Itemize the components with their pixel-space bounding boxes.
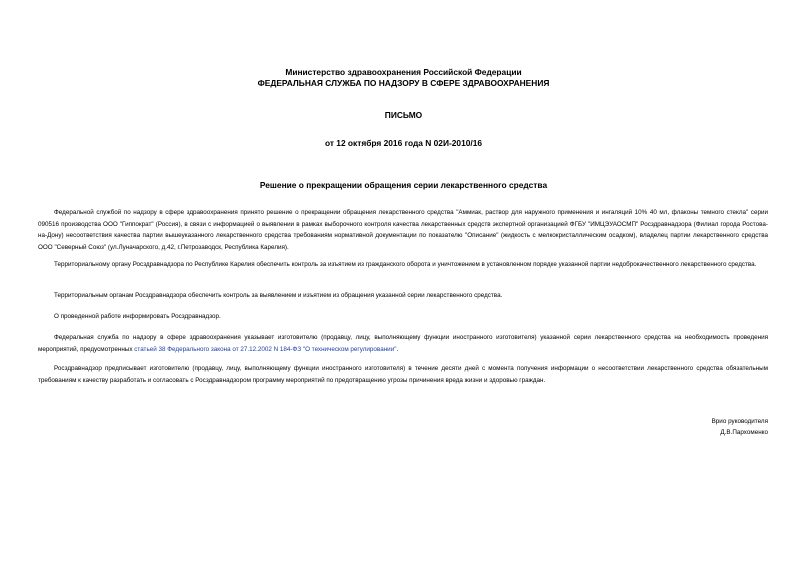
paragraph-text: Росздравнадзор предписывает изготовителю (продавцу, лицу, выполняющему функции иностранного изготовителя) в течение десяти дней с момента получения информации о несоответствии лекарственного средства обязательным требованиям к качеству разработать и согласовать с Росздравнадзором программу мероприятий по предотвращению угрозы причинения вреда жизни и здоровью граждан. — [38, 365, 768, 384]
paragraph — [38, 259, 768, 271]
paragraph-text-before-link: Федеральная служба по надзору в сфере здравоохранения указывает изготовителю (продавцу, лицу, выполняющему функции иностранного изготовителя) указанной серии лекарственного средства на необходимость проведения мероприятий, предусмотренных — [38, 334, 768, 353]
paragraph-text — [38, 332, 768, 355]
paragraph — [38, 290, 768, 302]
paragraph — [38, 311, 768, 323]
document-date: от 12 октября 2016 года N 02И-2010/16 — [324, 138, 483, 148]
paragraph — [38, 207, 768, 253]
signatory-position: Врио руководителя — [711, 418, 768, 425]
service-name: ФЕДЕРАЛЬНАЯ СЛУЖБА ПО НАДЗОРУ В СФЕРЕ ЗДРАВООХРАНЕНИЯ — [257, 78, 550, 88]
paragraph — [38, 332, 768, 355]
ministry-name: Министерство здравоохранения Российской Федерации — [285, 67, 522, 77]
signatory-name: Д.В.Пархоменко — [720, 429, 768, 436]
document-type: ПИСЬМО — [384, 110, 423, 120]
paragraph-text-after-link: . — [396, 345, 399, 353]
signature-block — [712, 416, 768, 438]
document-title: Решение о прекращении обращения серии лекарственного средства — [259, 180, 548, 190]
paragraph — [38, 363, 768, 386]
document-header — [0, 67, 807, 89]
paragraph-text: Территориальным органам Росздравнадзора обеспечить контроль за выявлением и изъятием из обращения указанной серии лекарственного средства. — [54, 292, 503, 299]
paragraph-text: Территориальному органу Росздравнадзора по Республике Карелия обеспечить контроль за изъятием из гражданского оборота и уничтожением в установленном порядке указанной партии недоброкачественного лекарственного средства. — [54, 261, 757, 268]
law-reference-link[interactable]: статьей 38 Федерального закона от 27.12.2002 N 184-ФЗ "О техническом регулировании" — [134, 345, 397, 353]
paragraph-text: О проведенной работе информировать Росздравнадзор. — [54, 313, 221, 320]
paragraph-text: Федеральной службой по надзору в сфере здравоохранения принято решение о прекращении обращения лекарственного средства "Аммиак, раствор для наружного применения и ингаляций 10% 40 мл, флаконы темного стекла" серии 090516 производства ООО "Гиппократ" (Россия), в связи с информацией о выявлении в рамках выборочного контроля качества лекарственных средств экспертной организацией ФГБУ "ИМЦЭУАОСМП" Росздравнадзора (Филиал города Ростова-на-Дону) несоответствия качества партии вышеуказанного лекарственного средства требованиям нормативной документации по показателю "Описание" (жидкость с мелкокристаллическим осадком), владелец партии лекарственного средства ООО "Северный Союз" (ул.Луначарского, д.42, г.Петрозаводск, Республика Карелия). — [38, 209, 768, 251]
